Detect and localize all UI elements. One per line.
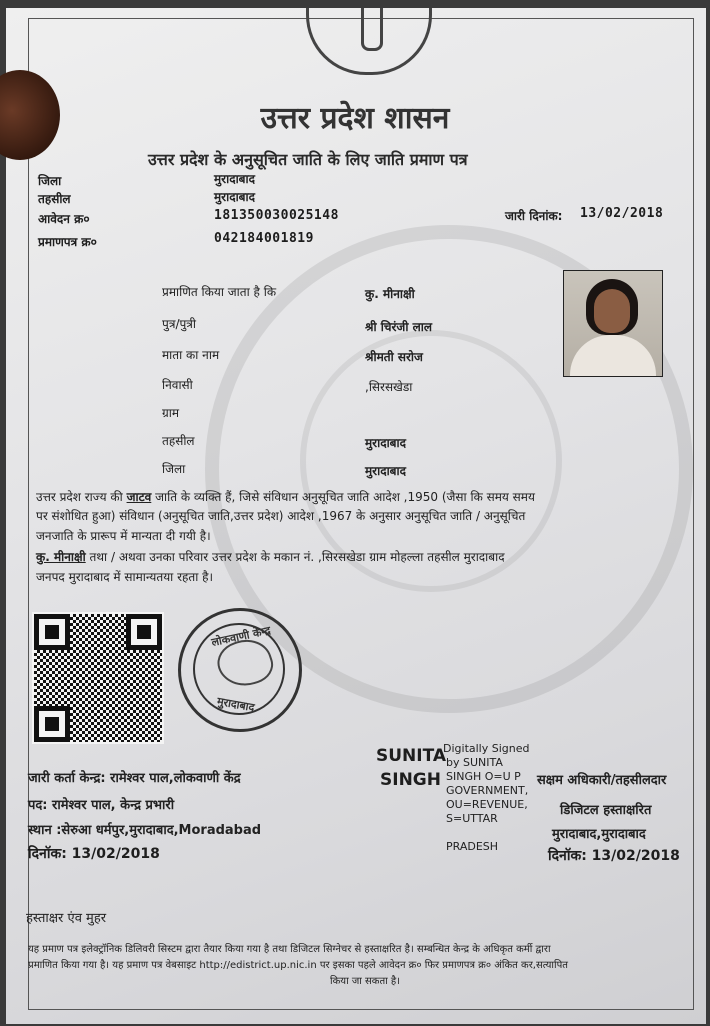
signer-name-line2: SINGH — [380, 770, 441, 790]
issuer-date: दिनॉक: 13/02/2018 — [28, 846, 160, 862]
body-line-1: उत्तर प्रदेश राज्य की जाटव जाति के व्यक्ति हैं, जिसे संविधान अनुसूचित जाति आदेश ,1950 (जैसा कि समय समय — [36, 490, 535, 504]
district-value: मुरादाबाद — [214, 172, 256, 186]
resident-value: ,सिरसखेडा — [365, 380, 413, 394]
issue-date-label: जारी दिनांक: — [505, 209, 563, 223]
application-number: 181350030025148 — [214, 208, 339, 223]
person-label-village: ग्राम — [162, 406, 180, 420]
page-title: उत्तर प्रदेश शासन — [260, 101, 450, 136]
ds-line-1: Digitally Signed — [443, 742, 530, 755]
person-label-resident: निवासी — [162, 378, 193, 392]
sign-and-seal-label: हस्ताक्षर एंव मुहर — [26, 911, 107, 926]
ds-line-5: OU=REVENUE, — [446, 798, 528, 811]
body-person-name: कु. मीनाक्षी — [36, 550, 86, 564]
person-district-value: मुरादाबाद — [365, 464, 407, 478]
applicant-photo — [563, 270, 663, 377]
issuer-post: पद: रामेश्वर पाल, केन्द्र प्रभारी — [28, 798, 175, 813]
person-tehsil-value: मुरादाबाद — [365, 436, 407, 450]
district-label: जिला — [38, 174, 62, 188]
authority-digital: डिजिटल हस्ताक्षरित — [560, 803, 652, 818]
body-line-5: जनपद मुरादाबाद में सामान्यतया रहता है। — [36, 570, 214, 584]
tehsil-value: मुरादाबाद — [214, 190, 256, 204]
signer-name-line1: SUNITA — [376, 746, 447, 766]
person-label-district: जिला — [162, 462, 186, 476]
ds-line-3: SINGH O=U P — [446, 770, 521, 783]
footer-line-3: किया जा सकता है। — [330, 976, 401, 987]
seal-top-text: लोकवाणी केन्द्र — [210, 623, 272, 650]
tehsil-label: तहसील — [38, 192, 71, 206]
authority-place: मुरादाबाद,मुरादाबाद — [552, 827, 646, 842]
caste-name: जाटव — [126, 490, 152, 504]
body-line-2: पर संशोधित हुआ) संविधान (अनुसूचित जाति,उत्तर प्रदेश) आदेश ,1967 के अनुसार अनुसूचित जाति / अनुसूचित — [36, 509, 526, 523]
ds-line-7: PRADESH — [446, 840, 499, 853]
footer-line-1: यह प्रमाण पत्र इलेक्ट्रॉनिक डिलिवरी सिस्टम द्वारा तैयार किया गया है तथा डिजिटल सिग्नेचर से हस्ताक्षरित है। सम्बन्धित केन्द्र के अधिकृत कर्मी द्वारा — [28, 944, 551, 955]
body-line-3: जनजाति के प्रारूप में मान्यता दी गयी है। — [36, 529, 211, 543]
issuer-center: जारी कर्ता केन्द्र: रामेश्वर पाल,लोकवाणी केंद्र — [28, 771, 241, 786]
person-label-parent: पुत्र/पुत्री — [162, 317, 197, 331]
person-label-certified: प्रमाणित किया जाता है कि — [162, 285, 277, 299]
father-name: श्री चिरंजी लाल — [365, 320, 432, 334]
certificate-number: 042184001819 — [214, 231, 314, 246]
issue-date-value: 13/02/2018 — [580, 206, 664, 221]
certificate-label: प्रमाणपत्र क्र० — [38, 235, 97, 249]
person-name: कु. मीनाक्षी — [365, 287, 415, 301]
person-label-tehsil: तहसील — [162, 434, 195, 448]
person-label-mother: माता का नाम — [162, 348, 220, 362]
ds-line-6: S=UTTAR — [446, 812, 498, 825]
seal-bottom-text: मुरादाबाद — [216, 694, 256, 715]
issuer-place: स्थान :सेरुआ धर्मपुर,मुरादाबाद,Moradabad — [28, 823, 262, 838]
footer-line-2: प्रमाणित किया गया है। यह प्रमाण पत्र वेबसाइट http://edistrict.up.nic.in पर इसका पहले आवेदन क्र० फिर प्रमाणपत्र क्र० अंकित कर,सत्यापित — [28, 960, 568, 971]
qr-code — [32, 612, 164, 744]
authority-date: दिनॉक: 13/02/2018 — [548, 848, 680, 864]
mother-name: श्रीमती सरोज — [365, 350, 423, 364]
authority-role: सक्षम अधिकारी/तहसीलदार — [537, 773, 667, 788]
ds-line-4: GOVERNMENT, — [446, 784, 529, 797]
certificate-subtitle: उत्तर प्रदेश के अनुसूचित जाति के लिए जाति प्रमाण पत्र — [148, 150, 468, 169]
body-line-4: कु. मीनाक्षी तथा / अथवा उनका परिवार उत्तर प्रदेश के मकान नं. ,सिरसखेडा ग्राम मोहल्ला तहसील मुरादाबाद — [36, 550, 505, 564]
application-label: आवेदन क्र० — [38, 212, 90, 226]
ds-line-2: by SUNITA — [446, 756, 503, 769]
